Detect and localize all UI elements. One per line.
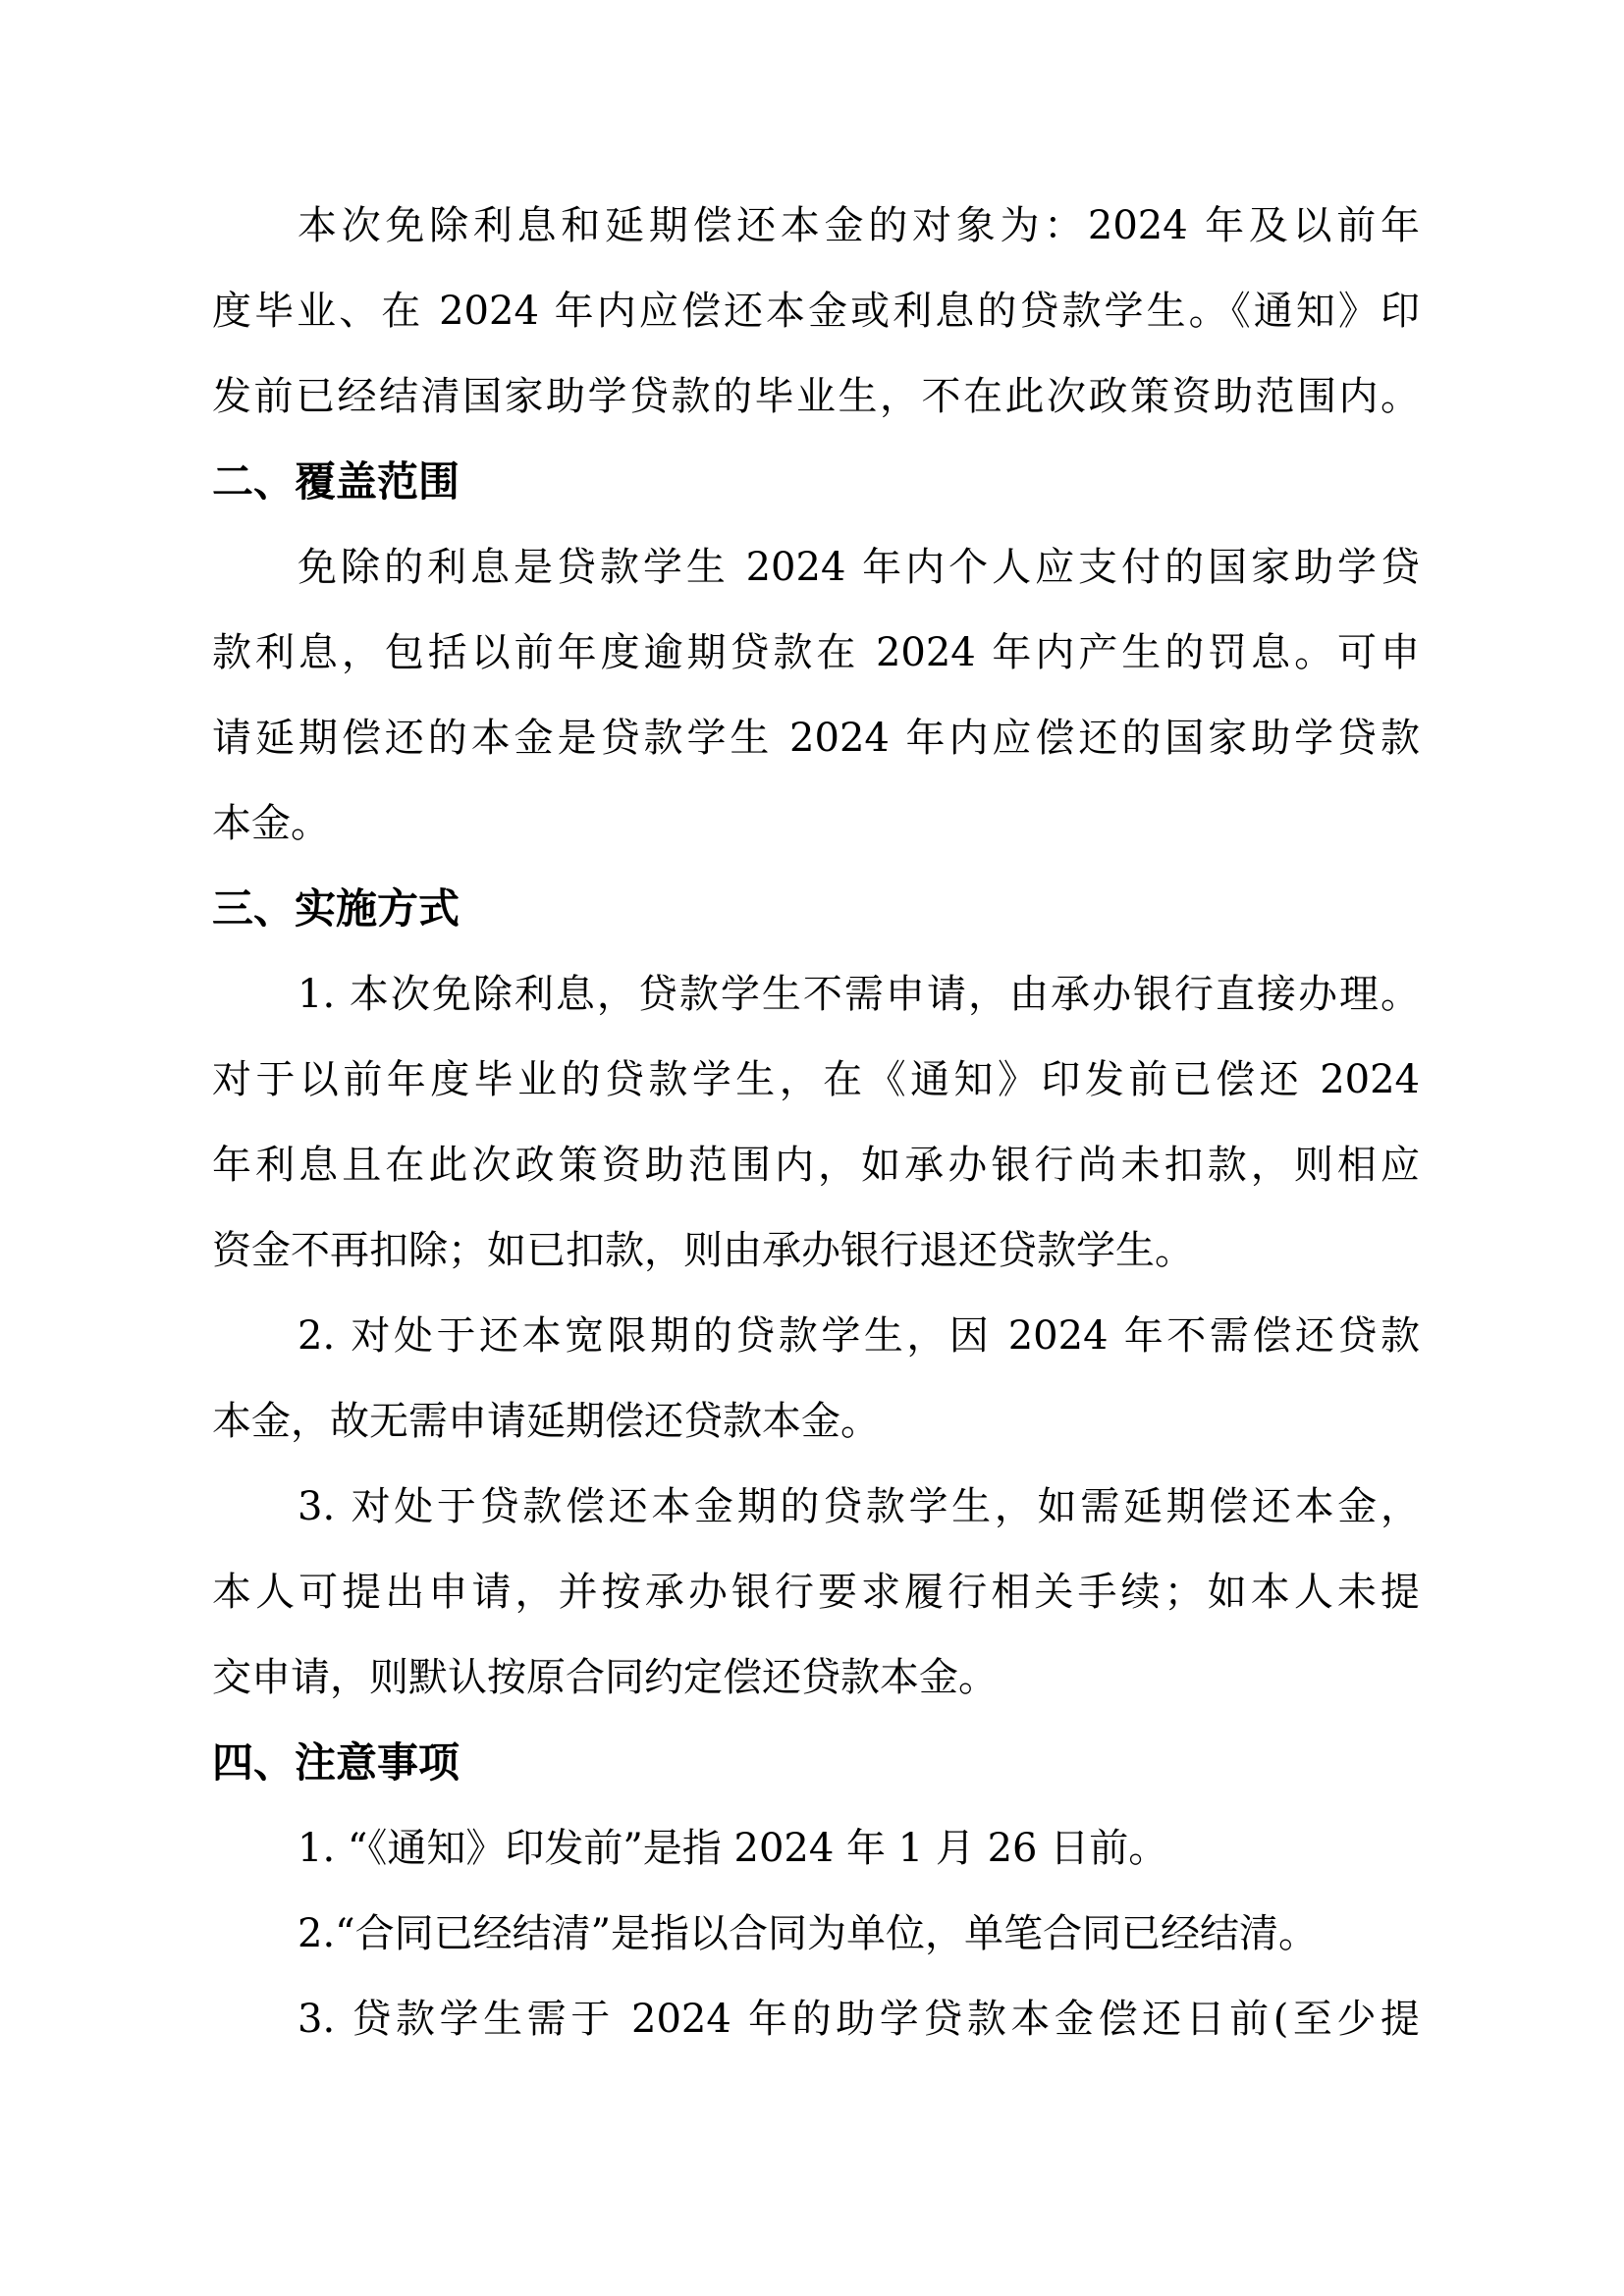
paragraph-line: 2.“合同已经结清”是指以合同为单位，单笔合同已经结清。 bbox=[298, 1911, 1319, 1956]
paragraph-line: 1. 本次免除利息，贷款学生不需申请，由承办银行直接办理。 bbox=[298, 972, 1420, 1017]
paragraph-line: 免除的利息是贷款学生 2024 年内个人应支付的国家助学贷 bbox=[298, 545, 1420, 590]
paragraph-line: 本次免除利息和延期偿还本金的对象为：2024 年及以前年 bbox=[298, 203, 1420, 248]
section-heading-notes: 四、注意事项 bbox=[212, 1738, 460, 1787]
paragraph-line: 3. 贷款学生需于 2024 年的助学贷款本金偿还日前(至少提 bbox=[298, 1997, 1420, 2042]
paragraph-line: 本金，故无需申请延期偿还贷款本金。 bbox=[212, 1399, 880, 1444]
paragraph-line: 请延期偿还的本金是贷款学生 2024 年内应偿还的国家助学贷款 bbox=[212, 716, 1420, 761]
paragraph-line: 对于以前年度毕业的贷款学生，在《通知》印发前已偿还 2024 bbox=[212, 1057, 1420, 1102]
paragraph-line: 款利息，包括以前年度逾期贷款在 2024 年内产生的罚息。可申 bbox=[212, 630, 1420, 675]
paragraph-line: 1. “《通知》印发前”是指 2024 年 1 月 26 日前。 bbox=[298, 1826, 1168, 1871]
paragraph-line: 本金。 bbox=[212, 801, 330, 846]
section-heading-coverage: 二、覆盖范围 bbox=[212, 457, 460, 506]
paragraph-line: 资金不再扣除；如已扣款，则由承办银行退还贷款学生。 bbox=[212, 1228, 1194, 1273]
paragraph-line: 发前已经结清国家助学贷款的毕业生，不在此次政策资助范围内。 bbox=[212, 374, 1420, 419]
paragraph-line: 度毕业、在 2024 年内应偿还本金或利息的贷款学生。《通知》印 bbox=[212, 289, 1420, 334]
section-heading-implementation: 三、实施方式 bbox=[212, 884, 460, 933]
paragraph-line: 本人可提出申请，并按承办银行要求履行相关手续；如本人未提 bbox=[212, 1570, 1420, 1615]
paragraph-line: 年利息且在此次政策资助范围内，如承办银行尚未扣款，则相应 bbox=[212, 1143, 1420, 1188]
paragraph-line: 2. 对处于还本宽限期的贷款学生，因 2024 年不需偿还贷款 bbox=[298, 1313, 1420, 1359]
paragraph-line: 交申请，则默认按原合同约定偿还贷款本金。 bbox=[212, 1655, 998, 1700]
paragraph-line: 3. 对处于贷款偿还本金期的贷款学生，如需延期偿还本金， bbox=[298, 1484, 1420, 1529]
